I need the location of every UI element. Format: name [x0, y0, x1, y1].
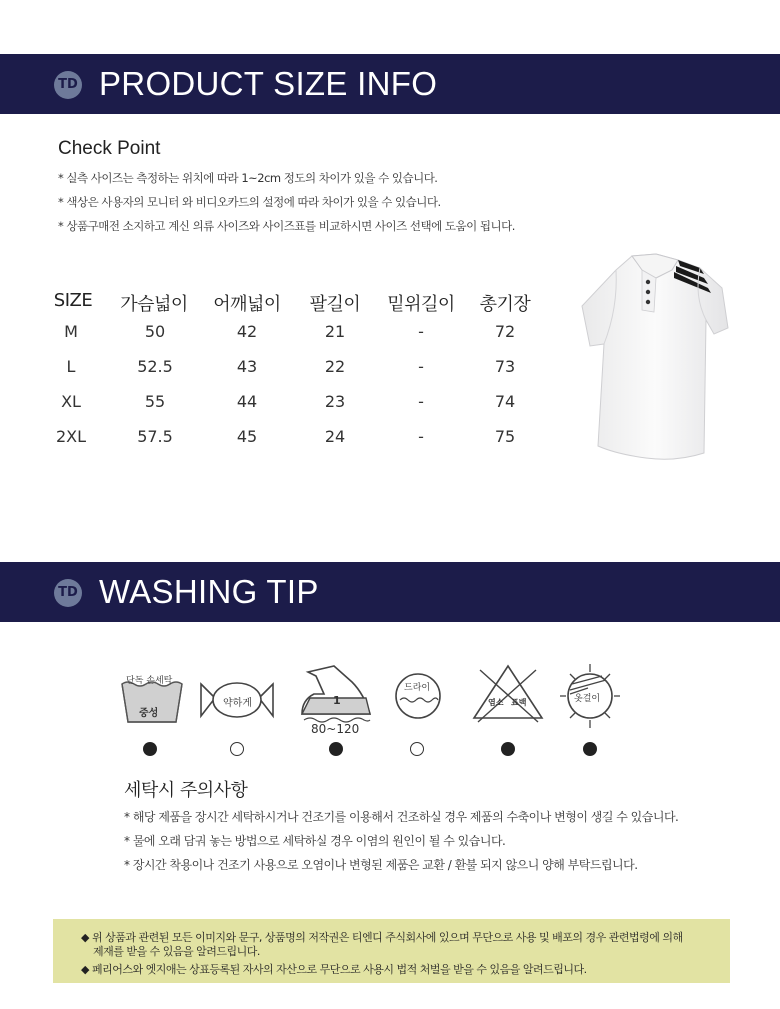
wash-icon-label: 약하게 [223, 698, 252, 709]
table-cell: 75 [494, 427, 516, 446]
wash-icon-label: 단독 손세탁 [126, 676, 173, 686]
wash-icon-label: 1 [333, 694, 341, 707]
table-cell: - [418, 392, 424, 411]
table-header: 가슴넓이 [120, 294, 188, 315]
table-cell: - [418, 357, 424, 376]
table-cell: - [418, 427, 424, 446]
table-cell: - [418, 322, 424, 341]
table-cell: XL [61, 392, 81, 411]
polo-shirt-image [576, 248, 736, 468]
section-title: WASHING TIP [99, 573, 319, 610]
section-title: PRODUCT SIZE INFO [99, 65, 438, 102]
table-cell: 50 [144, 322, 166, 341]
caution-title: 세탁시 주의사항 [124, 780, 248, 801]
wash-icon-label: 옷걸이 [574, 694, 601, 704]
table-cell: 74 [494, 392, 516, 411]
copyright-line: ◆ 위 상품과 관련된 모든 이미지와 문구, 상품명의 저작권은 티엔디 주식회사에 있으며 무단으로 사용 및 배포의 경우 관련법령에 의해 [81, 931, 683, 944]
copyright-line: 제재를 받을 수 있음을 알려드립니다. [93, 945, 260, 958]
table-cell: 72 [494, 322, 516, 341]
table-header: 어깨넓이 [213, 294, 281, 315]
table-cell: 57.5 [137, 427, 173, 446]
table-cell: 45 [236, 427, 258, 446]
table-cell: 44 [236, 392, 258, 411]
table-cell: 23 [324, 392, 346, 411]
check-point-note: * 상품구매전 소지하고 계신 의류 사이즈와 사이즈표를 비교하시면 사이즈 선택에 도움이 됩니다. [58, 219, 515, 233]
table-cell: 21 [324, 322, 346, 341]
wash-selected-dot [143, 742, 157, 756]
dry-clean-icon [376, 660, 460, 740]
table-cell: 24 [324, 427, 346, 446]
wash-icon-label: 드라이 [404, 683, 431, 693]
caution-note: * 물에 오래 담궈 놓는 방법으로 세탁하실 경우 이염의 원인이 될 수 있습니다. [124, 834, 506, 848]
table-header: 팔길이 [309, 294, 361, 315]
iron-temp-label: 80~120 [311, 722, 360, 736]
brand-logo-icon: TD [54, 71, 82, 99]
table-header: 밑위길이 [387, 294, 455, 315]
wash-unselected-dot [230, 742, 244, 756]
caution-note: * 장시간 착용이나 건조기 사용으로 오염이나 변형된 제품은 교환 / 환불 되지 않으니 양해 부탁드립니다. [124, 858, 638, 872]
copyright-line: ◆ 페리어스와 엣지애는 상표등록된 자사의 자산으로 무단으로 사용시 법적 처벌을 받을 수 있음을 알려드립니다. [81, 963, 587, 976]
hand-wash-icon [112, 660, 196, 740]
check-point-note: * 색상은 사용자의 모니터 와 비디오카드의 설정에 따라 차이가 있을 수 있습니다. [58, 195, 441, 209]
check-point-note: * 실측 사이즈는 측정하는 위치에 따라 1~2cm 정도의 차이가 있을 수 있습니다. [58, 171, 438, 185]
copyright-notice [53, 919, 730, 983]
no-bleach-icon [466, 660, 550, 740]
check-point-title: Check Point [58, 138, 161, 159]
caution-note: * 해당 제품을 장시간 세탁하시거나 건조기를 이용해서 건조하실 경우 제품의 수축이나 변형이 생길 수 있습니다. [124, 810, 679, 824]
wash-icon-label: 중성 [139, 708, 159, 719]
wash-selected-dot [583, 742, 597, 756]
table-cell: 43 [236, 357, 258, 376]
table-cell: 2XL [55, 427, 87, 446]
wash-selected-dot [329, 742, 343, 756]
table-cell: L [66, 357, 76, 376]
table-header: SIZE [53, 290, 93, 311]
brand-logo-icon: TD [54, 579, 82, 607]
product-size-info-banner [0, 54, 780, 114]
table-cell: 55 [144, 392, 166, 411]
table-header: 총기장 [479, 294, 531, 315]
table-cell: 42 [236, 322, 258, 341]
wash-selected-dot [501, 742, 515, 756]
wash-icon-label: 표백 [511, 698, 527, 707]
table-cell: 22 [324, 357, 346, 376]
table-cell: 73 [494, 357, 516, 376]
table-cell: M [64, 322, 78, 341]
table-cell: 52.5 [137, 357, 173, 376]
washing-tip-banner [0, 562, 780, 622]
wash-icon-label: 염소 [488, 698, 504, 707]
wash-unselected-dot [410, 742, 424, 756]
